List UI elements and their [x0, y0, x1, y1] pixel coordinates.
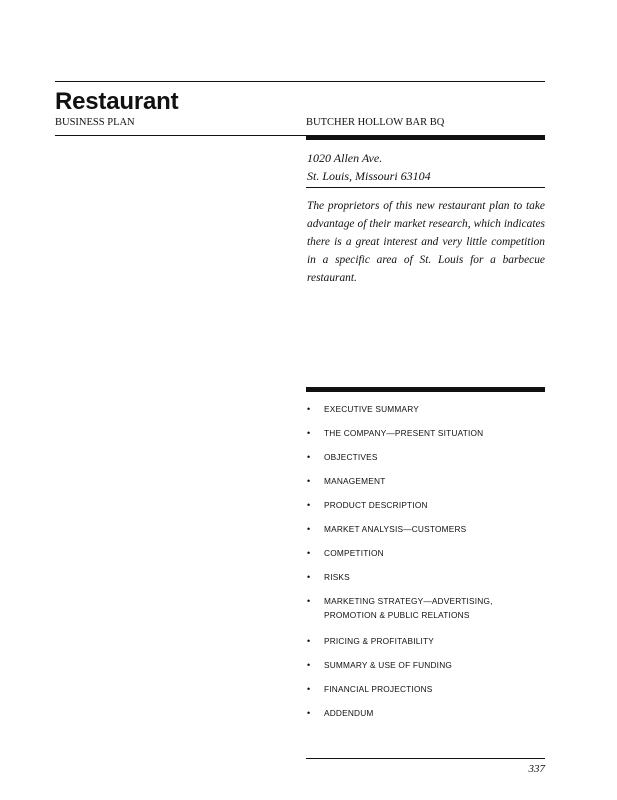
top-rule: [55, 81, 545, 82]
bullet-icon: •: [307, 572, 311, 582]
toc-item: [307, 594, 547, 622]
bullet-icon: •: [307, 452, 311, 462]
bullet-icon: •: [307, 524, 311, 534]
toc-item: [307, 706, 547, 720]
toc-item-label: MANAGEMENT: [324, 476, 386, 486]
toc-item: [307, 402, 547, 416]
toc-item: [307, 682, 547, 696]
toc-item: [307, 498, 547, 512]
toc-item-label: ADDENDUM: [324, 708, 374, 718]
toc-item: [307, 634, 547, 648]
toc-item-label: MARKET ANALYSIS—CUSTOMERS: [324, 524, 467, 534]
address-rule: [306, 187, 545, 188]
table-of-contents: [307, 402, 547, 730]
toc-item-label: SUMMARY & USE OF FUNDING: [324, 660, 453, 670]
bullet-icon: •: [307, 476, 311, 486]
toc-item: [307, 426, 547, 440]
section-label: BUSINESS PLAN: [55, 117, 135, 128]
business-name: BUTCHER HOLLOW BAR BQ: [306, 117, 445, 128]
toc-item: [307, 570, 547, 584]
toc-item-label: COMPETITION: [324, 548, 384, 558]
bullet-icon: •: [307, 708, 311, 718]
bullet-icon: •: [307, 596, 311, 606]
page-number: 337: [528, 763, 545, 775]
bullet-icon: •: [307, 428, 311, 438]
toc-item-label: MARKETING STRATEGY—ADVERTISING, PROMOTION & PUBLIC RELATIONS: [324, 596, 493, 620]
toc-item: [307, 658, 547, 672]
address-line-1: 1020 Allen Ave.: [307, 151, 383, 165]
toc-item: [307, 546, 547, 560]
toc-item-label: OBJECTIVES: [324, 452, 378, 462]
address-block: [307, 149, 545, 185]
bullet-icon: •: [307, 636, 311, 646]
bullet-icon: •: [307, 548, 311, 558]
toc-item: [307, 450, 547, 464]
toc-divider: [306, 387, 545, 392]
toc-item-label: PRICING & PROFITABILITY: [324, 636, 435, 646]
bullet-icon: •: [307, 660, 311, 670]
toc-item-label: RISKS: [324, 572, 350, 582]
toc-item: [307, 522, 547, 536]
thick-divider: [306, 135, 545, 140]
toc-item-label: THE COMPANY—PRESENT SITUATION: [324, 428, 484, 438]
bullet-icon: •: [307, 404, 311, 414]
footer-rule: [306, 758, 545, 759]
toc-item-label: PRODUCT DESCRIPTION: [324, 500, 428, 510]
intro-paragraph: The proprietors of this new restaurant plan to take advantage of their market research, which indicates there is a great interest and very little competition in a specific area of St. Louis for a barbecue restaurant.: [307, 200, 545, 284]
address-line-2: St. Louis, Missouri 63104: [307, 169, 431, 183]
page-title: Restaurant: [55, 88, 179, 115]
toc-item-label: FINANCIAL PROJECTIONS: [324, 684, 433, 694]
bullet-icon: •: [307, 684, 311, 694]
bullet-icon: •: [307, 500, 311, 510]
toc-item-label: EXECUTIVE SUMMARY: [324, 404, 419, 414]
toc-item: [307, 474, 547, 488]
